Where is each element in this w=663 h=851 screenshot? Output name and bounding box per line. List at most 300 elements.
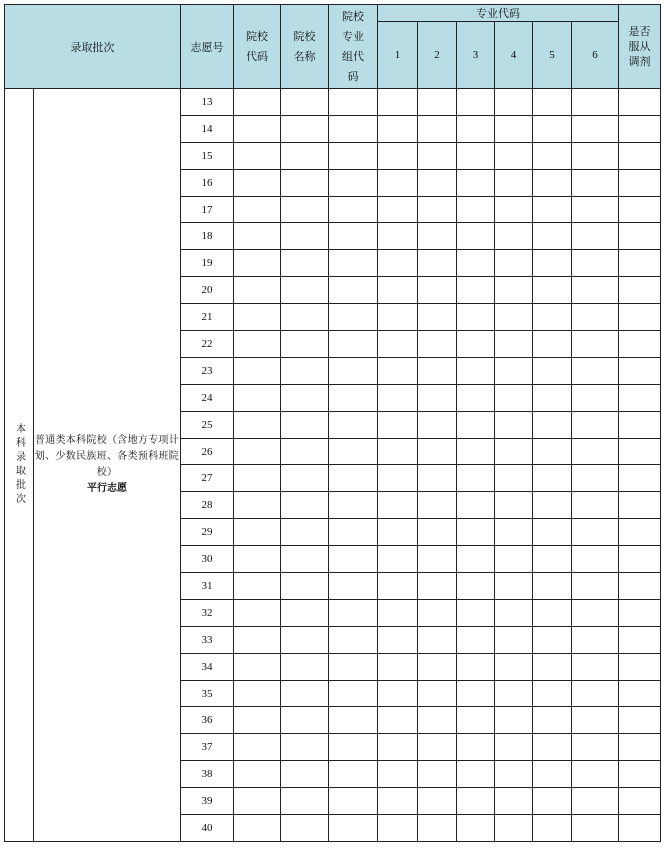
- college-name-cell[interactable]: [281, 546, 329, 573]
- major-code-cell-3[interactable]: [457, 169, 495, 196]
- major-code-cell-5[interactable]: [533, 384, 572, 411]
- obey-adjust-cell[interactable]: [619, 438, 661, 465]
- major-code-cell-6[interactable]: [572, 277, 619, 304]
- major-code-cell-2[interactable]: [418, 761, 457, 788]
- major-code-cell-3[interactable]: [457, 115, 495, 142]
- obey-adjust-cell[interactable]: [619, 115, 661, 142]
- college-code-cell[interactable]: [234, 384, 281, 411]
- major-group-code-cell[interactable]: [329, 384, 378, 411]
- major-group-code-cell[interactable]: [329, 89, 378, 116]
- major-code-cell-3[interactable]: [457, 384, 495, 411]
- major-code-cell-2[interactable]: [418, 626, 457, 653]
- college-code-cell[interactable]: [234, 331, 281, 358]
- major-code-cell-2[interactable]: [418, 115, 457, 142]
- obey-adjust-cell[interactable]: [619, 492, 661, 519]
- major-code-cell-3[interactable]: [457, 546, 495, 573]
- major-group-code-cell[interactable]: [329, 465, 378, 492]
- batch-label: 本科录取批次: [5, 89, 34, 842]
- major-code-cell-1[interactable]: [378, 438, 418, 465]
- choice-number: 36: [181, 707, 234, 734]
- major-code-cell-2[interactable]: [418, 357, 457, 384]
- major-code-cell-5[interactable]: [533, 465, 572, 492]
- major-code-cell-5[interactable]: [533, 438, 572, 465]
- major-group-code-cell[interactable]: [329, 142, 378, 169]
- major-code-cell-4[interactable]: [495, 788, 533, 815]
- major-code-cell-2[interactable]: [418, 546, 457, 573]
- major-group-code-cell[interactable]: [329, 277, 378, 304]
- major-code-cell-1[interactable]: [378, 115, 418, 142]
- major-code-cell-2[interactable]: [418, 492, 457, 519]
- college-code-cell[interactable]: [234, 788, 281, 815]
- major-code-cell-5[interactable]: [533, 788, 572, 815]
- major-group-code-cell[interactable]: [329, 546, 378, 573]
- major-code-cell-6[interactable]: [572, 169, 619, 196]
- major-code-cell-3[interactable]: [457, 626, 495, 653]
- major-code-cell-3[interactable]: [457, 734, 495, 761]
- college-name-cell[interactable]: [281, 384, 329, 411]
- college-name-cell[interactable]: [281, 115, 329, 142]
- major-code-cell-3[interactable]: [457, 519, 495, 546]
- major-code-cell-1[interactable]: [378, 411, 418, 438]
- college-name-cell[interactable]: [281, 680, 329, 707]
- major-code-cell-6[interactable]: [572, 519, 619, 546]
- major-code-cell-4[interactable]: [495, 89, 533, 116]
- major-group-code-cell[interactable]: [329, 680, 378, 707]
- major-group-code-cell[interactable]: [329, 196, 378, 223]
- major-group-code-cell[interactable]: [329, 250, 378, 277]
- obey-adjust-cell[interactable]: [619, 546, 661, 573]
- major-col-1: 1: [378, 22, 418, 89]
- major-code-cell-6[interactable]: [572, 438, 619, 465]
- obey-adjust-cell[interactable]: [619, 250, 661, 277]
- major-code-cell-1[interactable]: [378, 626, 418, 653]
- major-code-cell-1[interactable]: [378, 465, 418, 492]
- major-code-cell-6[interactable]: [572, 357, 619, 384]
- major-code-cell-2[interactable]: [418, 142, 457, 169]
- college-code-cell[interactable]: [234, 626, 281, 653]
- major-code-cell-5[interactable]: [533, 89, 572, 116]
- major-code-cell-6[interactable]: [572, 115, 619, 142]
- college-code-cell[interactable]: [234, 492, 281, 519]
- major-code-cell-4[interactable]: [495, 411, 533, 438]
- major-code-cell-1[interactable]: [378, 196, 418, 223]
- volunteer-form-table: [4, 4, 661, 842]
- major-code-cell-1[interactable]: [378, 277, 418, 304]
- college-code-cell[interactable]: [234, 707, 281, 734]
- major-group-code-cell[interactable]: [329, 115, 378, 142]
- major-code-cell-4[interactable]: [495, 304, 533, 331]
- college-code-cell[interactable]: [234, 357, 281, 384]
- major-code-cell-1[interactable]: [378, 223, 418, 250]
- obey-adjust-cell[interactable]: [619, 734, 661, 761]
- major-code-cell-6[interactable]: [572, 761, 619, 788]
- major-code-cell-4[interactable]: [495, 169, 533, 196]
- major-code-cell-3[interactable]: [457, 196, 495, 223]
- obey-adjust-cell[interactable]: [619, 142, 661, 169]
- college-code-cell[interactable]: [234, 277, 281, 304]
- major-code-cell-4[interactable]: [495, 653, 533, 680]
- major-code-cell-3[interactable]: [457, 680, 495, 707]
- major-group-code-cell[interactable]: [329, 492, 378, 519]
- choice-number: 20: [181, 277, 234, 304]
- major-code-cell-6[interactable]: [572, 599, 619, 626]
- major-code-cell-4[interactable]: [495, 142, 533, 169]
- obey-adjust-cell[interactable]: [619, 465, 661, 492]
- college-code-cell[interactable]: [234, 573, 281, 600]
- major-code-cell-1[interactable]: [378, 707, 418, 734]
- major-group-code-cell[interactable]: [329, 304, 378, 331]
- major-code-cell-1[interactable]: [378, 142, 418, 169]
- major-group-code-cell[interactable]: [329, 357, 378, 384]
- college-code-cell[interactable]: [234, 304, 281, 331]
- college-code-cell[interactable]: [234, 465, 281, 492]
- major-code-cell-5[interactable]: [533, 626, 572, 653]
- major-code-cell-3[interactable]: [457, 707, 495, 734]
- major-code-cell-1[interactable]: [378, 599, 418, 626]
- major-code-cell-5[interactable]: [533, 653, 572, 680]
- major-code-cell-6[interactable]: [572, 546, 619, 573]
- major-code-cell-4[interactable]: [495, 573, 533, 600]
- major-code-cell-3[interactable]: [457, 438, 495, 465]
- major-code-cell-4[interactable]: [495, 761, 533, 788]
- major-code-cell-5[interactable]: [533, 277, 572, 304]
- major-code-cell-5[interactable]: [533, 331, 572, 358]
- major-code-cell-2[interactable]: [418, 653, 457, 680]
- major-code-cell-4[interactable]: [495, 223, 533, 250]
- obey-adjust-cell[interactable]: [619, 331, 661, 358]
- major-code-cell-2[interactable]: [418, 734, 457, 761]
- major-code-cell-1[interactable]: [378, 519, 418, 546]
- major-group-code-cell[interactable]: [329, 223, 378, 250]
- college-name-cell[interactable]: [281, 788, 329, 815]
- major-code-cell-3[interactable]: [457, 761, 495, 788]
- major-code-cell-1[interactable]: [378, 492, 418, 519]
- major-col-6: 6: [572, 22, 619, 89]
- major-code-cell-4[interactable]: [495, 196, 533, 223]
- college-name-cell[interactable]: [281, 142, 329, 169]
- major-code-cell-1[interactable]: [378, 573, 418, 600]
- college-name-cell[interactable]: [281, 196, 329, 223]
- major-group-code-cell[interactable]: [329, 626, 378, 653]
- major-code-cell-3[interactable]: [457, 465, 495, 492]
- major-code-cell-6[interactable]: [572, 492, 619, 519]
- major-code-cell-6[interactable]: [572, 411, 619, 438]
- major-col-4: 4: [495, 22, 533, 89]
- college-name-cell[interactable]: [281, 599, 329, 626]
- major-code-cell-4[interactable]: [495, 599, 533, 626]
- major-code-cell-6[interactable]: [572, 734, 619, 761]
- major-code-cell-5[interactable]: [533, 304, 572, 331]
- obey-adjust-cell[interactable]: [619, 196, 661, 223]
- major-code-cell-2[interactable]: [418, 815, 457, 842]
- major-code-cell-5[interactable]: [533, 761, 572, 788]
- major-code-cell-3[interactable]: [457, 277, 495, 304]
- major-code-cell-4[interactable]: [495, 115, 533, 142]
- major-code-cell-6[interactable]: [572, 384, 619, 411]
- major-code-cell-4[interactable]: [495, 734, 533, 761]
- major-code-cell-1[interactable]: [378, 815, 418, 842]
- category-cell: [34, 89, 181, 842]
- college-name-cell[interactable]: [281, 89, 329, 116]
- obey-adjust-cell[interactable]: [619, 357, 661, 384]
- choice-number: 30: [181, 546, 234, 573]
- major-code-cell-1[interactable]: [378, 761, 418, 788]
- college-code-cell[interactable]: [234, 680, 281, 707]
- major-group-code-cell[interactable]: [329, 331, 378, 358]
- major-code-cell-2[interactable]: [418, 573, 457, 600]
- major-code-cell-1[interactable]: [378, 357, 418, 384]
- major-code-cell-2[interactable]: [418, 304, 457, 331]
- major-code-cell-6[interactable]: [572, 250, 619, 277]
- obey-adjust-cell[interactable]: [619, 519, 661, 546]
- major-code-cell-1[interactable]: [378, 304, 418, 331]
- major-code-cell-4[interactable]: [495, 546, 533, 573]
- major-code-cell-3[interactable]: [457, 223, 495, 250]
- college-name-cell[interactable]: [281, 277, 329, 304]
- college-code-cell[interactable]: [234, 250, 281, 277]
- major-code-cell-2[interactable]: [418, 599, 457, 626]
- major-code-cell-4[interactable]: [495, 707, 533, 734]
- table-row: [5, 89, 661, 116]
- major-code-cell-5[interactable]: [533, 599, 572, 626]
- major-code-cell-1[interactable]: [378, 788, 418, 815]
- major-code-cell-6[interactable]: [572, 653, 619, 680]
- major-code-cell-2[interactable]: [418, 465, 457, 492]
- major-code-cell-2[interactable]: [418, 331, 457, 358]
- college-code-cell[interactable]: [234, 815, 281, 842]
- obey-adjust-cell[interactable]: [619, 304, 661, 331]
- college-name-cell[interactable]: [281, 626, 329, 653]
- college-name-cell[interactable]: [281, 331, 329, 358]
- major-group-code-cell[interactable]: [329, 573, 378, 600]
- college-name-cell[interactable]: [281, 653, 329, 680]
- major-code-cell-6[interactable]: [572, 331, 619, 358]
- major-code-cell-1[interactable]: [378, 331, 418, 358]
- obey-adjust-cell[interactable]: [619, 626, 661, 653]
- major-code-cell-5[interactable]: [533, 815, 572, 842]
- major-code-cell-6[interactable]: [572, 573, 619, 600]
- college-name-cell[interactable]: [281, 707, 329, 734]
- college-code-cell[interactable]: [234, 89, 281, 116]
- major-code-cell-1[interactable]: [378, 546, 418, 573]
- obey-adjust-cell[interactable]: [619, 573, 661, 600]
- major-group-code-header: 院校 专业 组代 码: [329, 5, 378, 89]
- major-code-cell-5[interactable]: [533, 734, 572, 761]
- obey-adjust-cell[interactable]: [619, 169, 661, 196]
- college-name-cell[interactable]: [281, 411, 329, 438]
- major-code-cell-3[interactable]: [457, 573, 495, 600]
- major-code-cell-6[interactable]: [572, 465, 619, 492]
- college-code-cell[interactable]: [234, 734, 281, 761]
- major-code-cell-6[interactable]: [572, 223, 619, 250]
- major-group-code-cell[interactable]: [329, 815, 378, 842]
- major-code-cell-4[interactable]: [495, 680, 533, 707]
- major-code-cell-5[interactable]: [533, 169, 572, 196]
- major-code-cell-2[interactable]: [418, 707, 457, 734]
- major-code-cell-2[interactable]: [418, 411, 457, 438]
- major-code-cell-3[interactable]: [457, 411, 495, 438]
- college-name-cell[interactable]: [281, 573, 329, 600]
- major-code-cell-6[interactable]: [572, 680, 619, 707]
- college-code-cell[interactable]: [234, 599, 281, 626]
- major-code-cell-2[interactable]: [418, 169, 457, 196]
- major-code-cell-5[interactable]: [533, 411, 572, 438]
- major-code-cell-1[interactable]: [378, 653, 418, 680]
- college-name-cell[interactable]: [281, 815, 329, 842]
- college-code-cell[interactable]: [234, 653, 281, 680]
- major-code-cell-1[interactable]: [378, 734, 418, 761]
- major-group-code-cell[interactable]: [329, 519, 378, 546]
- major-group-code-cell[interactable]: [329, 438, 378, 465]
- major-code-cell-4[interactable]: [495, 815, 533, 842]
- obey-adjust-cell[interactable]: [619, 384, 661, 411]
- major-code-cell-6[interactable]: [572, 142, 619, 169]
- college-name-cell[interactable]: [281, 169, 329, 196]
- major-code-cell-4[interactable]: [495, 519, 533, 546]
- choice-number: 13: [181, 89, 234, 116]
- major-code-cell-5[interactable]: [533, 357, 572, 384]
- major-code-cell-6[interactable]: [572, 196, 619, 223]
- major-col-3: 3: [457, 22, 495, 89]
- major-code-cell-2[interactable]: [418, 89, 457, 116]
- major-code-cell-2[interactable]: [418, 250, 457, 277]
- obey-adjust-cell[interactable]: [619, 411, 661, 438]
- obey-adjust-cell[interactable]: [619, 815, 661, 842]
- major-code-cell-4[interactable]: [495, 250, 533, 277]
- major-code-cell-5[interactable]: [533, 519, 572, 546]
- major-code-cell-3[interactable]: [457, 599, 495, 626]
- major-code-cell-1[interactable]: [378, 250, 418, 277]
- major-group-code-cell[interactable]: [329, 761, 378, 788]
- choice-number: 18: [181, 223, 234, 250]
- choice-number: 34: [181, 653, 234, 680]
- major-code-cell-3[interactable]: [457, 250, 495, 277]
- major-code-cell-5[interactable]: [533, 115, 572, 142]
- college-code-cell[interactable]: [234, 196, 281, 223]
- college-code-cell[interactable]: [234, 761, 281, 788]
- major-code-cell-3[interactable]: [457, 653, 495, 680]
- major-code-cell-3[interactable]: [457, 815, 495, 842]
- college-name-cell[interactable]: [281, 250, 329, 277]
- major-code-cell-5[interactable]: [533, 707, 572, 734]
- major-code-cell-3[interactable]: [457, 89, 495, 116]
- major-code-cell-2[interactable]: [418, 196, 457, 223]
- major-code-cell-3[interactable]: [457, 492, 495, 519]
- college-name-cell[interactable]: [281, 492, 329, 519]
- college-code-cell[interactable]: [234, 519, 281, 546]
- major-code-cell-2[interactable]: [418, 680, 457, 707]
- college-code-cell[interactable]: [234, 223, 281, 250]
- college-name-cell[interactable]: [281, 761, 329, 788]
- major-group-code-cell[interactable]: [329, 707, 378, 734]
- major-code-cell-4[interactable]: [495, 438, 533, 465]
- obey-adjust-cell[interactable]: [619, 788, 661, 815]
- major-code-cell-5[interactable]: [533, 492, 572, 519]
- major-code-cell-5[interactable]: [533, 196, 572, 223]
- college-name-cell[interactable]: [281, 304, 329, 331]
- major-code-cell-6[interactable]: [572, 815, 619, 842]
- major-code-cell-2[interactable]: [418, 788, 457, 815]
- major-code-cell-2[interactable]: [418, 223, 457, 250]
- obey-adjust-cell[interactable]: [619, 277, 661, 304]
- major-code-cell-4[interactable]: [495, 492, 533, 519]
- major-group-code-cell[interactable]: [329, 653, 378, 680]
- obey-adjust-cell[interactable]: [619, 680, 661, 707]
- college-name-cell[interactable]: [281, 465, 329, 492]
- obey-adjust-cell[interactable]: [619, 89, 661, 116]
- choice-number: 31: [181, 573, 234, 600]
- college-name-cell[interactable]: [281, 357, 329, 384]
- major-group-code-cell[interactable]: [329, 411, 378, 438]
- major-code-cell-3[interactable]: [457, 142, 495, 169]
- major-code-cell-6[interactable]: [572, 626, 619, 653]
- college-code-cell[interactable]: [234, 546, 281, 573]
- college-code-cell[interactable]: [234, 438, 281, 465]
- major-code-cell-2[interactable]: [418, 519, 457, 546]
- major-code-cell-3[interactable]: [457, 357, 495, 384]
- major-code-cell-1[interactable]: [378, 169, 418, 196]
- obey-adjust-cell[interactable]: [619, 761, 661, 788]
- choice-number: 24: [181, 384, 234, 411]
- major-code-cell-3[interactable]: [457, 304, 495, 331]
- major-code-cell-5[interactable]: [533, 142, 572, 169]
- college-name-cell[interactable]: [281, 438, 329, 465]
- college-code-cell[interactable]: [234, 411, 281, 438]
- college-name-cell[interactable]: [281, 519, 329, 546]
- college-name-cell[interactable]: [281, 734, 329, 761]
- major-code-cell-1[interactable]: [378, 384, 418, 411]
- major-code-cell-5[interactable]: [533, 573, 572, 600]
- major-group-code-cell[interactable]: [329, 169, 378, 196]
- choice-number: 35: [181, 680, 234, 707]
- major-code-cell-5[interactable]: [533, 680, 572, 707]
- college-code-cell[interactable]: [234, 169, 281, 196]
- major-code-cell-3[interactable]: [457, 788, 495, 815]
- college-code-cell[interactable]: [234, 142, 281, 169]
- obey-adjust-cell[interactable]: [619, 223, 661, 250]
- major-group-code-cell[interactable]: [329, 599, 378, 626]
- major-code-cell-4[interactable]: [495, 384, 533, 411]
- choice-number: 22: [181, 331, 234, 358]
- major-code-cell-2[interactable]: [418, 438, 457, 465]
- major-group-code-cell[interactable]: [329, 734, 378, 761]
- major-code-cell-6[interactable]: [572, 304, 619, 331]
- major-code-cell-5[interactable]: [533, 546, 572, 573]
- college-code-cell[interactable]: [234, 115, 281, 142]
- major-code-cell-4[interactable]: [495, 626, 533, 653]
- major-group-code-cell[interactable]: [329, 788, 378, 815]
- major-code-cell-1[interactable]: [378, 89, 418, 116]
- major-code-cell-2[interactable]: [418, 384, 457, 411]
- college-name-cell[interactable]: [281, 223, 329, 250]
- major-code-cell-6[interactable]: [572, 707, 619, 734]
- major-code-cell-3[interactable]: [457, 331, 495, 358]
- obey-adjust-cell[interactable]: [619, 707, 661, 734]
- major-code-cell-5[interactable]: [533, 250, 572, 277]
- major-code-cell-4[interactable]: [495, 331, 533, 358]
- major-code-cell-4[interactable]: [495, 277, 533, 304]
- obey-adjust-cell[interactable]: [619, 599, 661, 626]
- major-code-cell-2[interactable]: [418, 277, 457, 304]
- major-code-cell-1[interactable]: [378, 680, 418, 707]
- major-code-cell-5[interactable]: [533, 223, 572, 250]
- major-code-cell-6[interactable]: [572, 89, 619, 116]
- obey-adjust-cell[interactable]: [619, 653, 661, 680]
- major-code-cell-6[interactable]: [572, 788, 619, 815]
- category-description: 普通类本科院校（含地方专项计划、少数民族班、各类预科班院校）: [34, 434, 180, 478]
- major-code-cell-4[interactable]: [495, 465, 533, 492]
- major-code-cell-4[interactable]: [495, 357, 533, 384]
